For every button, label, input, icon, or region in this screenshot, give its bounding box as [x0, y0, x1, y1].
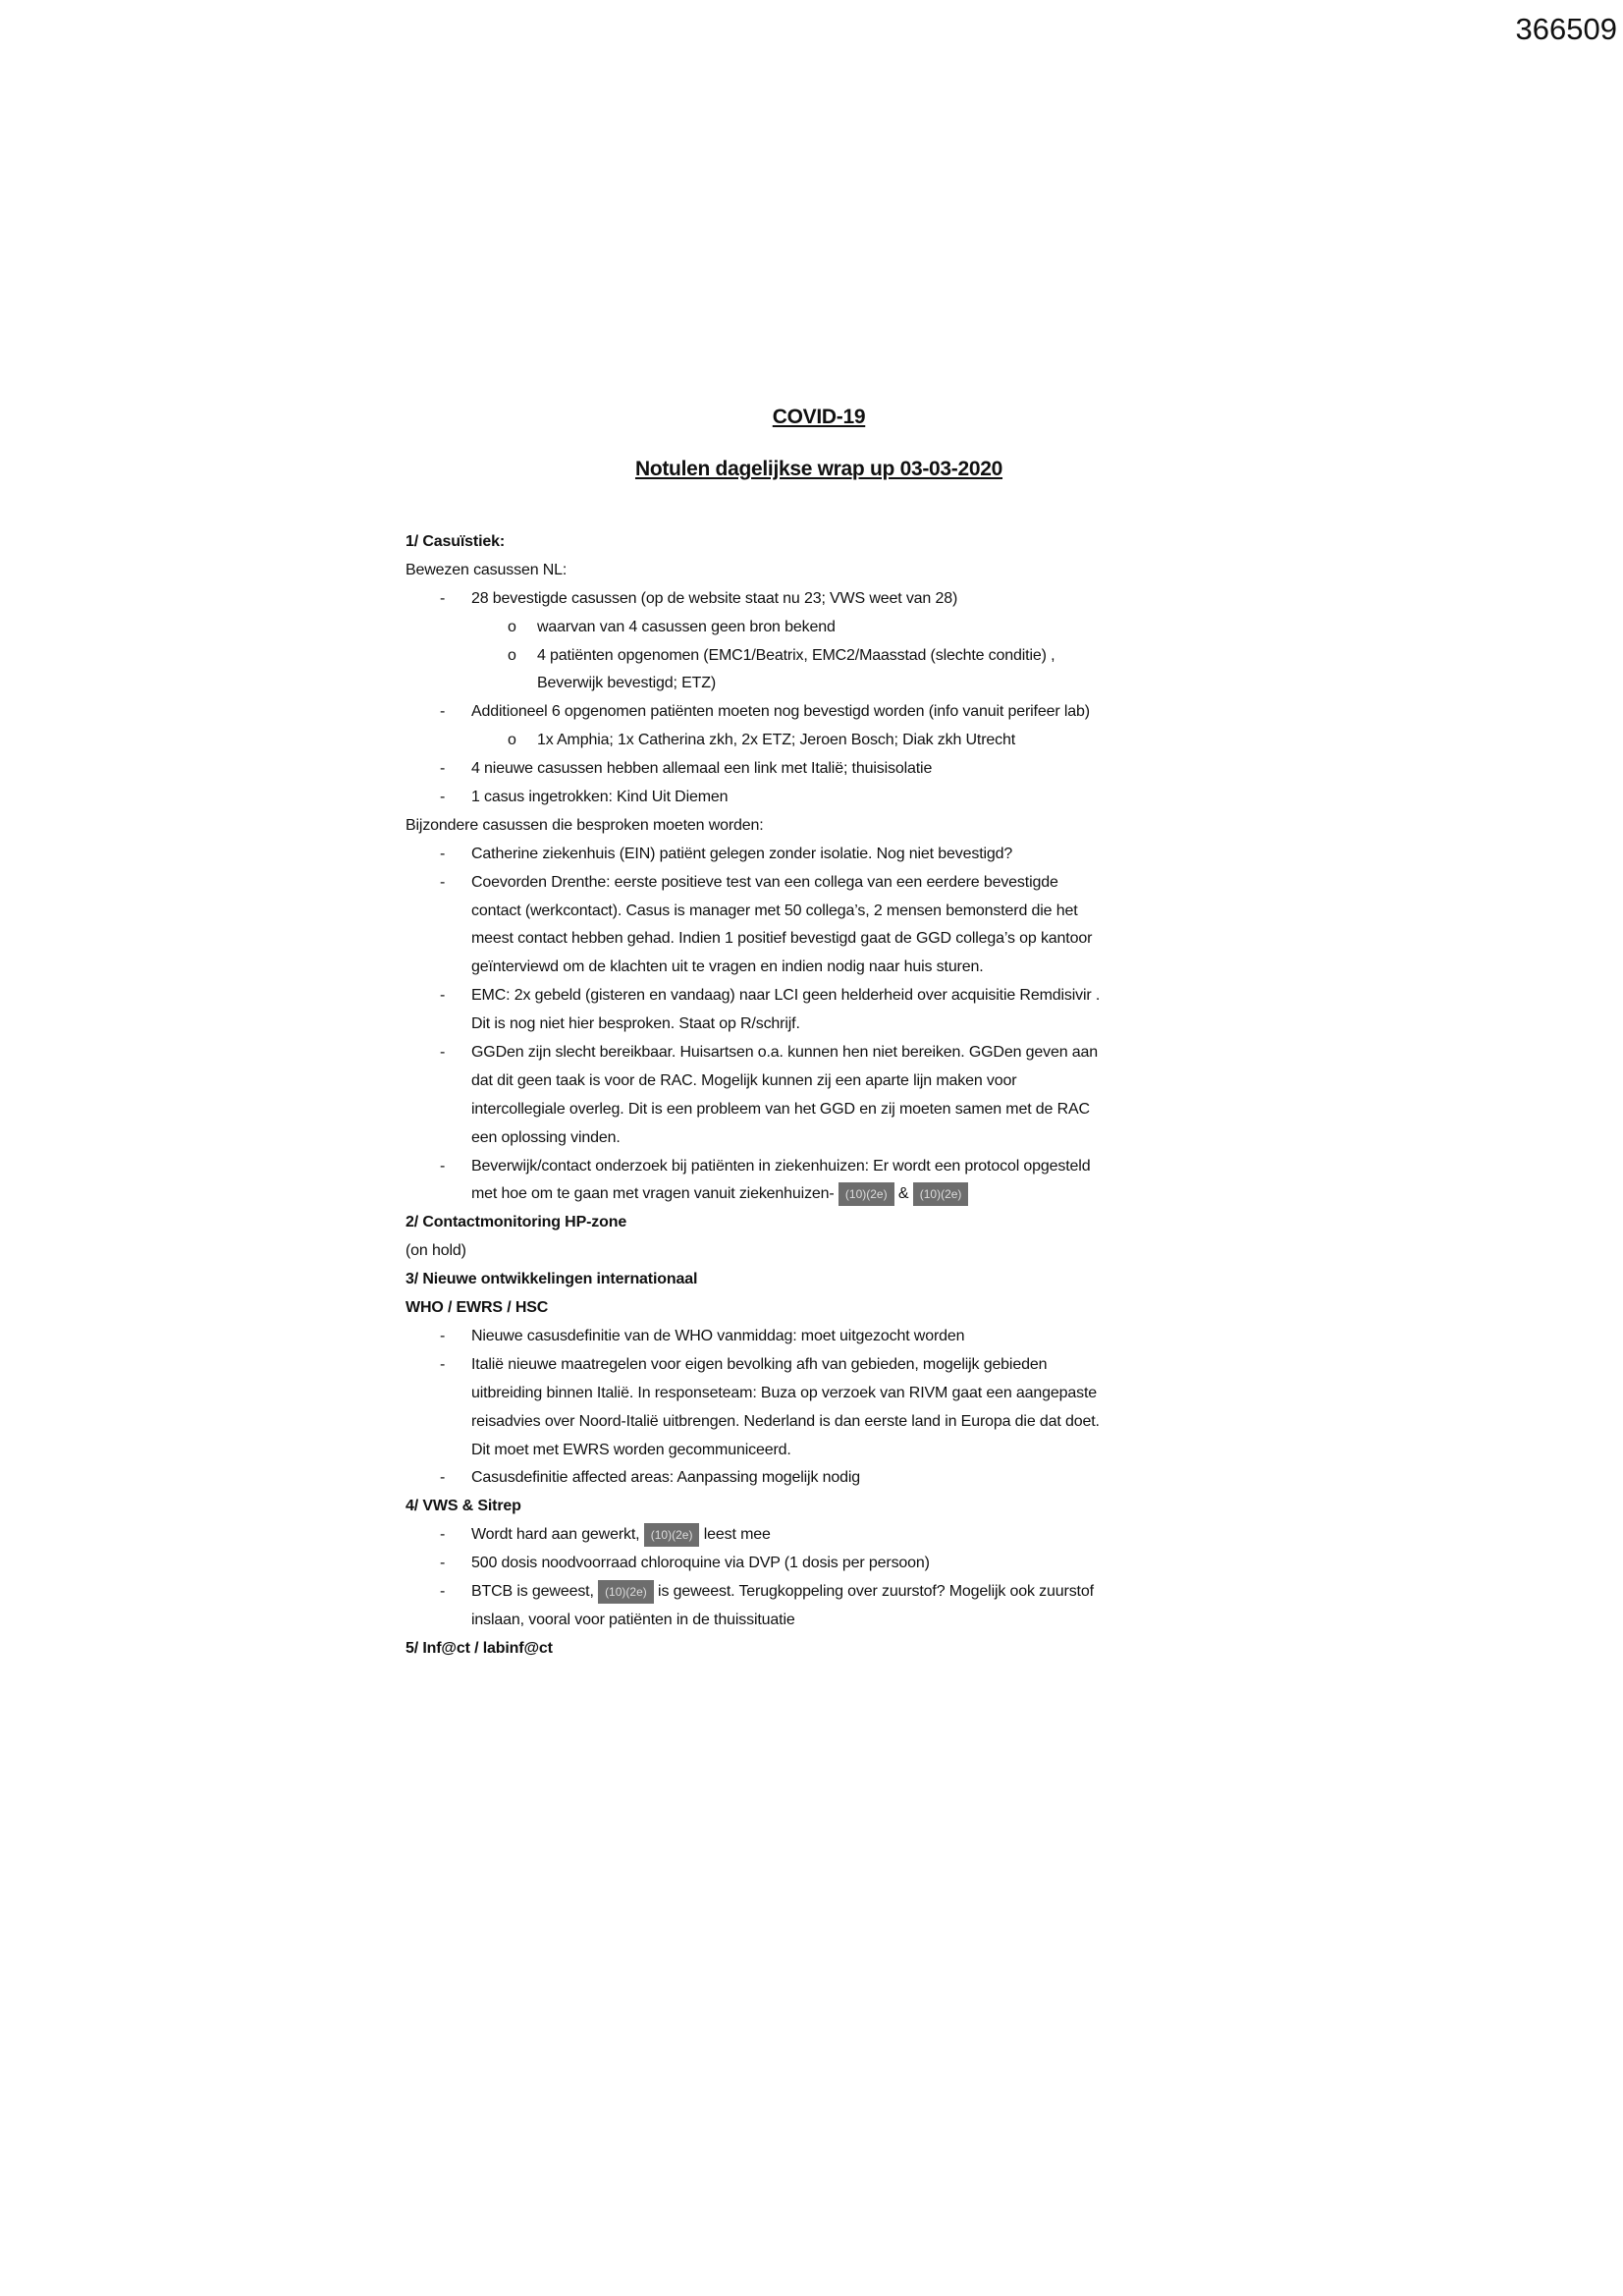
dash-bullet-icon: - — [440, 987, 446, 1005]
redaction-box: (10)(2e) — [839, 1182, 894, 1206]
text-line — [406, 1607, 1289, 1635]
line-text: 28 bevestigde casussen (op de website staat nu 23; VWS weet van 28) — [471, 589, 958, 607]
document-title: COVID-19 — [772, 406, 866, 428]
text-line — [406, 1437, 1289, 1465]
line-text: is geweest. Terugkoppeling over zuurstof? Mogelijk ook zuurstof — [658, 1582, 1094, 1600]
line-text: 500 dosis noodvoorraad chloroquine via DVP (1 dosis per persoon) — [471, 1555, 930, 1572]
line-text: EMC: 2x gebeld (gisteren en vandaag) naar LCI geen helderheid over acquisitie Remdisivir . — [471, 987, 1101, 1005]
line-text: GGDen zijn slecht bereikbaar. Huisartsen o.a. kunnen hen niet bereiken. GGDen geven aan — [471, 1044, 1099, 1062]
text-line — [406, 1464, 1289, 1493]
line-text: BTCB is geweest, — [471, 1582, 594, 1600]
dash-bullet-icon: - — [440, 1327, 446, 1344]
redaction-box: (10)(2e) — [913, 1182, 969, 1206]
line-text: contact (werkcontact). Casus is manager met 50 collega’s, 2 mensen bemonsterd die het — [471, 902, 1078, 919]
line-text: & — [897, 1185, 909, 1203]
text-line — [406, 1153, 1289, 1181]
text-line — [406, 1096, 1289, 1124]
subsection-label: Bewezen casussen NL: — [406, 561, 568, 578]
text-line — [406, 1323, 1289, 1351]
circle-bullet-icon: o — [508, 732, 516, 749]
section-heading: 4/ VWS & Sitrep — [406, 1498, 521, 1515]
line-text: Coevorden Drenthe: eerste positieve test van een collega van een eerdere bevestigde — [471, 873, 1058, 891]
text-line — [406, 925, 1289, 954]
line-text: reisadvies over Noord-Italië uitbrengen. Nederland is dan eerste land in Europa die dat doet. — [471, 1412, 1100, 1430]
line-text: Wordt hard aan gewerkt, — [471, 1526, 640, 1544]
redaction-box: (10)(2e) — [644, 1523, 700, 1547]
text-line — [406, 898, 1289, 926]
line-text: 1x Amphia; 1x Catherina zkh, 2x ETZ; Jeroen Bosch; Diak zkh Utrecht — [537, 732, 1016, 749]
dash-bullet-icon: - — [440, 589, 446, 607]
line-text: intercollegiale overleg. Dit is een probleem van het GGD en zij moeten samen met de RAC — [471, 1100, 1090, 1118]
section-heading: 1/ Casuïstiek: — [406, 533, 506, 550]
circle-bullet-icon: o — [508, 618, 516, 635]
text-line — [406, 1578, 1289, 1607]
text-line — [406, 698, 1289, 727]
text-line — [406, 1521, 1289, 1550]
line-text: 4 nieuwe casussen hebben allemaal een link met Italië; thuisisolatie — [471, 760, 933, 778]
line-text: geïnterviewd om de klachten uit te vragen en indien nodig naar huis sturen. — [471, 958, 984, 976]
text-line — [406, 1011, 1289, 1039]
line-text: Casusdefinitie affected areas: Aanpassing mogelijk nodig — [471, 1469, 861, 1487]
dash-bullet-icon: - — [440, 845, 446, 862]
dash-bullet-icon: - — [440, 1355, 446, 1373]
subsection-label: Bijzondere casussen die besproken moeten worden: — [406, 816, 764, 834]
text-line — [406, 755, 1289, 784]
text-line — [406, 1067, 1289, 1096]
line-text: Dit moet met EWRS worden gecommuniceerd. — [471, 1441, 791, 1458]
line-text: uitbreiding binnen Italië. In responseteam: Buza op verzoek van RIVM gaat een aangepaste — [471, 1384, 1097, 1401]
text-line — [406, 1380, 1289, 1408]
line-text: Nieuwe casusdefinitie van de WHO vanmiddag: moet uitgezocht worden — [471, 1327, 965, 1344]
text-line — [406, 869, 1289, 898]
dash-bullet-icon: - — [440, 789, 446, 806]
text-line — [406, 670, 1289, 698]
subsection-label: (on hold) — [406, 1242, 466, 1260]
text-line — [406, 982, 1289, 1011]
text-line — [406, 784, 1289, 812]
subsection-label: WHO / EWRS / HSC — [406, 1299, 549, 1317]
line-text: dat dit geen taak is voor de RAC. Mogelijk kunnen zij een aparte lijn maken voor — [471, 1071, 1017, 1089]
line-text: Additioneel 6 opgenomen patiënten moeten nog bevestigd worden (info vanuit perifeer lab) — [471, 703, 1090, 721]
line-text: Beverwijk bevestigd; ETZ) — [537, 675, 717, 692]
line-text: leest mee — [703, 1526, 771, 1544]
redaction-box: (10)(2e) — [598, 1580, 654, 1604]
document-number: 366509 — [1515, 12, 1617, 46]
text-line — [406, 841, 1289, 869]
minutes-body — [406, 528, 1289, 1664]
text-line — [406, 954, 1289, 982]
dash-bullet-icon: - — [440, 1044, 446, 1062]
text-line — [406, 1351, 1289, 1380]
line-text: een oplossing vinden. — [471, 1128, 621, 1146]
dash-bullet-icon: - — [440, 1469, 446, 1487]
line-text: met hoe om te gaan met vragen vanuit ziekenhuizen- — [471, 1185, 835, 1203]
dash-bullet-icon: - — [440, 703, 446, 721]
dash-bullet-icon: - — [440, 1526, 446, 1544]
dash-bullet-icon: - — [440, 1157, 446, 1175]
text-line — [406, 727, 1289, 755]
line-text: Beverwijk/contact onderzoek bij patiënten in ziekenhuizen: Er wordt een protocol opgesteld — [471, 1157, 1091, 1175]
dash-bullet-icon: - — [440, 760, 446, 778]
text-line — [406, 1550, 1289, 1578]
line-text: meest contact hebben gehad. Indien 1 positief bevestigd gaat de GGD collega’s op kantoor — [471, 930, 1093, 948]
text-line — [406, 1039, 1289, 1067]
line-text: Dit is nog niet hier besproken. Staat op R/schrijf. — [471, 1015, 800, 1033]
line-text: Italië nieuwe maatregelen voor eigen bevolking afh van gebieden, mogelijk gebieden — [471, 1355, 1048, 1373]
line-text: Catherine ziekenhuis (EIN) patiënt gelegen zonder isolatie. Nog niet bevestigd? — [471, 845, 1013, 862]
text-line — [406, 614, 1289, 642]
dash-bullet-icon: - — [440, 873, 446, 891]
text-line — [406, 1408, 1289, 1437]
line-text: inslaan, vooral voor patiënten in de thuissituatie — [471, 1611, 795, 1628]
dash-bullet-icon: - — [440, 1555, 446, 1572]
line-text: 1 casus ingetrokken: Kind Uit Diemen — [471, 789, 729, 806]
line-text: 4 patiënten opgenomen (EMC1/Beatrix, EMC2/Maasstad (slechte conditie) , — [537, 646, 1055, 664]
dash-bullet-icon: - — [440, 1582, 446, 1600]
circle-bullet-icon: o — [508, 646, 516, 664]
text-line — [406, 585, 1289, 614]
text-line — [406, 1180, 1289, 1209]
section-heading: 3/ Nieuwe ontwikkelingen internationaal — [406, 1271, 698, 1288]
text-line — [406, 1124, 1289, 1153]
text-line — [406, 642, 1289, 671]
document-subtitle: Notulen dagelijkse wrap up 03-03-2020 — [634, 458, 1003, 480]
section-heading: 2/ Contactmonitoring HP-zone — [406, 1214, 627, 1231]
line-text: waarvan van 4 casussen geen bron bekend — [537, 618, 836, 635]
section-heading: 5/ Inf@ct / labinf@ct — [406, 1639, 553, 1657]
